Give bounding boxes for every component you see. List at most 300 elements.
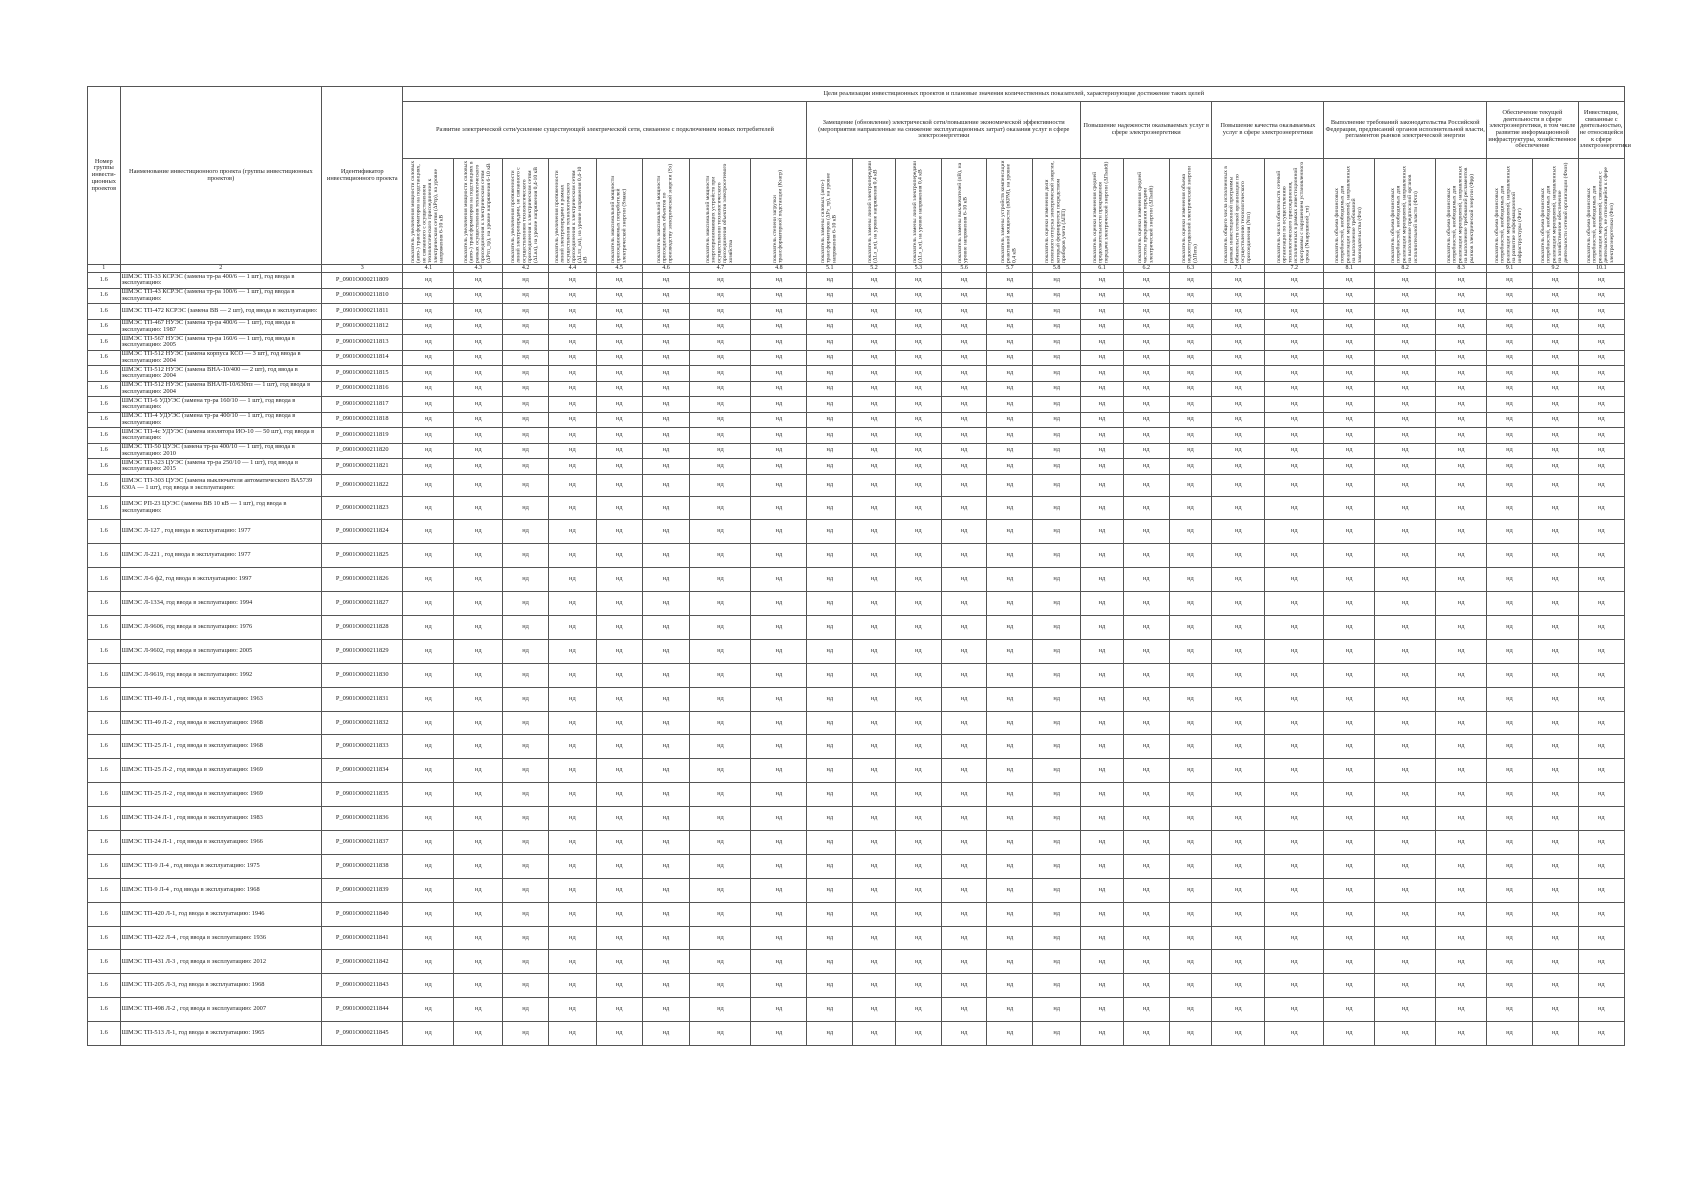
row-indicator-value: нд [1532, 335, 1578, 351]
row-indicator-value: нд [1123, 443, 1169, 459]
row-indicator-value: нд [503, 926, 549, 950]
row-indicator-value: нд [751, 830, 807, 854]
row-indicator-value: нд [1169, 902, 1212, 926]
row-project-id: P_0901О000211814 [322, 350, 403, 366]
row-indicator-value: нд [548, 830, 596, 854]
row-indicator-value: нд [454, 854, 503, 878]
row-indicator-value: нд [1033, 381, 1081, 397]
row-indicator-value: нд [1169, 759, 1212, 783]
row-indicator-value: нд [1324, 950, 1375, 974]
row-project-name: ШМЭС Л-221 , год ввода в эксплуатацию: 1977 [120, 544, 321, 568]
row-indicator-value: нд [454, 902, 503, 926]
row-indicator-value: нд [1169, 592, 1212, 616]
row-indicator-value: нд [751, 998, 807, 1022]
row-indicator-value: нд [690, 902, 751, 926]
table-row [88, 335, 1625, 351]
row-project-id: P_0901О000211843 [322, 974, 403, 998]
row-indicator-value: нд [1033, 288, 1081, 304]
investment-targets-table [87, 86, 1631, 1046]
row-indicator-value: нд [1487, 496, 1533, 520]
row-indicator-value: нд [454, 615, 503, 639]
row-indicator-value: нд [751, 459, 807, 475]
row-indicator-value: нд [1436, 350, 1487, 366]
row-indicator-value: нд [1324, 459, 1375, 475]
row-indicator-value: нд [596, 412, 642, 428]
row-indicator-value: нд [853, 496, 896, 520]
row-indicator-value: нд [895, 474, 941, 496]
row-indicator-value: нд [941, 496, 987, 520]
row-indicator-value: нд [548, 496, 596, 520]
column-number: 6.3 [1169, 265, 1212, 273]
row-indicator-value: нд [941, 520, 987, 544]
row-indicator-value: нд [1487, 759, 1533, 783]
row-indicator-value: нд [1123, 687, 1169, 711]
row-indicator-value: нд [503, 663, 549, 687]
row-indicator-value: нд [1033, 496, 1081, 520]
row-project-name: ШМЭС Л-6 ф2, год ввода в эксплуатацию: 1997 [120, 568, 321, 592]
row-indicator-value: нд [807, 474, 853, 496]
header-indicator-column [1033, 159, 1081, 265]
header-indicator-label: показатель максимальной мощности присоединяемых потребителей электрической энергии (Sмакс) [609, 175, 628, 263]
row-indicator-value: нд [1123, 759, 1169, 783]
header-goal-group: Повышение надежности оказываемых услуг в сфере электроэнергетики [1081, 102, 1212, 159]
row-indicator-value: нд [1123, 1022, 1169, 1046]
row-project-name: ШМЭС ТП-25 Л-1 , год ввода в эксплуатацию: 1968 [120, 735, 321, 759]
header-indicator-column [1123, 159, 1169, 265]
row-project-name: ШМЭС Л-1334, год ввода в эксплуатацию: 1994 [120, 592, 321, 616]
row-indicator-value: нд [807, 854, 853, 878]
row-indicator-value: нд [1169, 474, 1212, 496]
row-indicator-value: нд [1375, 711, 1436, 735]
row-indicator-value: нд [1081, 592, 1124, 616]
row-indicator-value: нд [1436, 711, 1487, 735]
row-indicator-value: нд [1212, 998, 1265, 1022]
row-indicator-value: нд [1033, 974, 1081, 998]
row-indicator-value: нд [1033, 304, 1081, 320]
table-row [88, 428, 1625, 444]
row-indicator-value: нд [503, 397, 549, 413]
row-indicator-value: нд [1375, 783, 1436, 807]
row-indicator-value: нд [1123, 459, 1169, 475]
row-indicator-value: нд [1265, 366, 1324, 382]
table-row [88, 1022, 1625, 1046]
row-indicator-value: нд [941, 381, 987, 397]
row-indicator-value: нд [1265, 711, 1324, 735]
row-indicator-value: нд [503, 711, 549, 735]
row-indicator-value: нд [751, 428, 807, 444]
row-indicator-value: нд [1081, 926, 1124, 950]
row-indicator-value: нд [987, 397, 1033, 413]
row-indicator-value: нд [1375, 319, 1436, 335]
row-indicator-value: нд [987, 735, 1033, 759]
row-indicator-value: нд [403, 759, 454, 783]
row-indicator-value: нд [1375, 615, 1436, 639]
row-indicator-value: нд [1033, 335, 1081, 351]
row-group-number: 1.6 [88, 830, 121, 854]
row-indicator-value: нд [1532, 496, 1578, 520]
row-indicator-value: нд [895, 381, 941, 397]
row-indicator-value: нд [1212, 443, 1265, 459]
row-indicator-value: нд [1324, 615, 1375, 639]
row-indicator-value: нд [690, 615, 751, 639]
row-indicator-value: нд [941, 350, 987, 366]
row-group-number: 1.6 [88, 544, 121, 568]
row-indicator-value: нд [1265, 319, 1324, 335]
row-group-number: 1.6 [88, 615, 121, 639]
row-indicator-value: нд [642, 544, 690, 568]
row-indicator-value: нд [1169, 783, 1212, 807]
row-indicator-value: нд [751, 335, 807, 351]
row-project-name: ШМЭС ТП-513 Л-1, год ввода в эксплуатацию: 1965 [120, 1022, 321, 1046]
header-indicator-column [895, 159, 941, 265]
table-row [88, 366, 1625, 382]
row-indicator-value: нд [1081, 687, 1124, 711]
row-indicator-value: нд [503, 443, 549, 459]
row-indicator-value: нд [1375, 397, 1436, 413]
row-indicator-value: нд [596, 273, 642, 289]
row-indicator-value: нд [751, 687, 807, 711]
row-indicator-value: нд [1033, 950, 1081, 974]
row-project-name: ШМЭС Л-127 , год ввода в эксплуатацию: 1977 [120, 520, 321, 544]
header-indicator-column [1532, 159, 1578, 265]
row-indicator-value: нд [1436, 878, 1487, 902]
row-indicator-value: нд [1169, 459, 1212, 475]
row-project-name: ШМЭС ТП-33 КСРЭС (замена тр-ра 400/6 — 1 шт), год ввода в эксплуатацию: [120, 273, 321, 289]
row-indicator-value: нд [987, 350, 1033, 366]
row-indicator-value: нд [690, 288, 751, 304]
row-indicator-value: нд [1578, 974, 1624, 998]
row-indicator-value: нд [1123, 950, 1169, 974]
row-indicator-value: нд [1436, 592, 1487, 616]
header-indicator-label: показатель оценки изменения средней частоты прекращения передачи электрической энергии (ΔПsaifi) [1136, 171, 1155, 263]
row-indicator-value: нд [1212, 319, 1265, 335]
row-indicator-value: нд [895, 443, 941, 459]
row-indicator-value: нд [642, 974, 690, 998]
column-number: 5.7 [987, 265, 1033, 273]
row-project-name: ШМЭС ТП-4 УДУЭС (замена тр-ра 400/10 — 1 шт), год ввода в эксплуатацию: [120, 412, 321, 428]
row-indicator-value: нд [403, 459, 454, 475]
row-indicator-value: нд [1033, 1022, 1081, 1046]
row-indicator-value: нд [403, 926, 454, 950]
row-indicator-value: нд [503, 783, 549, 807]
row-indicator-value: нд [1324, 592, 1375, 616]
row-indicator-value: нд [596, 544, 642, 568]
row-indicator-value: нд [548, 443, 596, 459]
row-indicator-value: нд [807, 902, 853, 926]
header-indicator-column [807, 159, 853, 265]
row-indicator-value: нд [807, 273, 853, 289]
row-indicator-value: нд [503, 273, 549, 289]
row-project-id: P_0901О000211812 [322, 319, 403, 335]
row-indicator-value: нд [853, 783, 896, 807]
table-row [88, 288, 1625, 304]
row-indicator-value: нд [987, 711, 1033, 735]
row-indicator-value: нд [1169, 273, 1212, 289]
row-indicator-value: нд [1324, 381, 1375, 397]
row-indicator-value: нд [1532, 474, 1578, 496]
row-indicator-value: нд [1123, 366, 1169, 382]
row-indicator-value: нд [1123, 319, 1169, 335]
row-project-id: P_0901О000211820 [322, 443, 403, 459]
row-indicator-value: нд [548, 273, 596, 289]
row-indicator-value: нд [690, 687, 751, 711]
row-indicator-value: нд [751, 381, 807, 397]
row-indicator-value: нд [1081, 474, 1124, 496]
row-indicator-value: нд [1081, 998, 1124, 1022]
row-indicator-value: нд [1212, 428, 1265, 444]
row-indicator-value: нд [690, 663, 751, 687]
header-indicator-label: показатель замены силовых (авто-) трансформаторов (ΔPз_тр), на уровне напряжения 6-10 кВ [820, 172, 838, 263]
row-indicator-value: нд [1375, 412, 1436, 428]
row-indicator-value: нд [1169, 854, 1212, 878]
row-indicator-value: нд [548, 926, 596, 950]
row-indicator-value: нд [690, 443, 751, 459]
row-indicator-value: нд [751, 520, 807, 544]
row-indicator-value: нд [895, 496, 941, 520]
row-indicator-value: нд [853, 926, 896, 950]
row-indicator-value: нд [503, 496, 549, 520]
row-indicator-value: нд [1033, 735, 1081, 759]
row-indicator-value: нд [895, 568, 941, 592]
row-indicator-value: нд [853, 412, 896, 428]
row-group-number: 1.6 [88, 520, 121, 544]
row-indicator-value: нд [596, 381, 642, 397]
row-indicator-value: нд [1265, 335, 1324, 351]
row-indicator-value: нд [853, 974, 896, 998]
row-indicator-value: нд [642, 520, 690, 544]
row-indicator-value: нд [1265, 759, 1324, 783]
row-indicator-value: нд [895, 350, 941, 366]
row-indicator-value: нд [1532, 663, 1578, 687]
row-indicator-value: нд [1436, 397, 1487, 413]
row-indicator-value: нд [895, 397, 941, 413]
row-indicator-value: нд [941, 759, 987, 783]
row-indicator-value: нд [987, 412, 1033, 428]
row-indicator-value: нд [1578, 335, 1624, 351]
row-indicator-value: нд [751, 807, 807, 831]
table-row [88, 592, 1625, 616]
header-indicator-column [1169, 159, 1212, 265]
column-number: 8.2 [1375, 265, 1436, 273]
row-indicator-value: нд [596, 443, 642, 459]
row-indicator-value: нд [1081, 304, 1124, 320]
row-indicator-value: нд [751, 304, 807, 320]
row-indicator-value: нд [1375, 854, 1436, 878]
row-indicator-value: нд [1578, 830, 1624, 854]
row-indicator-value: нд [596, 830, 642, 854]
row-indicator-value: нд [548, 366, 596, 382]
row-indicator-value: нд [690, 459, 751, 475]
row-indicator-value: нд [548, 397, 596, 413]
row-project-name: ШМЭС ТП-43 КСРЭС (замена тр-ра 100/6 — 1 шт), год ввода в эксплуатацию: [120, 288, 321, 304]
row-indicator-value: нд [690, 568, 751, 592]
row-indicator-value: нд [1081, 428, 1124, 444]
row-indicator-value: нд [596, 568, 642, 592]
row-project-name: ШМЭС ТП-323 ЦУЭС (замена тр-ра 250/10 — 1 шт), год ввода в эксплуатацию: 2015 [120, 459, 321, 475]
row-indicator-value: нд [403, 950, 454, 974]
row-group-number: 1.6 [88, 568, 121, 592]
row-indicator-value: нд [1033, 443, 1081, 459]
row-indicator-value: нд [503, 807, 549, 831]
row-indicator-value: нд [1487, 459, 1533, 475]
row-indicator-value: нд [1324, 735, 1375, 759]
row-indicator-value: нд [1487, 428, 1533, 444]
row-group-number: 1.6 [88, 474, 121, 496]
row-indicator-value: нд [987, 335, 1033, 351]
row-indicator-value: нд [1033, 350, 1081, 366]
row-indicator-value: нд [1123, 878, 1169, 902]
row-indicator-value: нд [1487, 974, 1533, 998]
row-indicator-value: нд [690, 335, 751, 351]
row-indicator-value: нд [853, 711, 896, 735]
row-project-id: P_0901О000211819 [322, 428, 403, 444]
header-indicator-label: показатель увеличения протяженности линий электропередачи в рамках осуществления технологического присоединения к электрическим сетям (ΔLтп_вл), на уровне напряжения 0,4-10 кВ [554, 166, 589, 263]
row-indicator-value: нд [807, 496, 853, 520]
row-indicator-value: нд [503, 592, 549, 616]
row-indicator-value: нд [596, 998, 642, 1022]
row-indicator-value: нд [941, 950, 987, 974]
row-indicator-value: нд [642, 711, 690, 735]
table-row [88, 783, 1625, 807]
row-indicator-value: нд [1578, 381, 1624, 397]
row-indicator-value: нд [987, 273, 1033, 289]
row-indicator-value: нд [503, 520, 549, 544]
row-indicator-value: нд [1324, 1022, 1375, 1046]
row-indicator-value: нд [503, 974, 549, 998]
row-indicator-value: нд [751, 496, 807, 520]
row-indicator-value: нд [454, 381, 503, 397]
row-indicator-value: нд [596, 366, 642, 382]
row-indicator-value: нд [1578, 288, 1624, 304]
row-indicator-value: нд [1324, 397, 1375, 413]
row-indicator-value: нд [807, 397, 853, 413]
header-indicator-column [1081, 159, 1124, 265]
row-indicator-value: нд [1578, 350, 1624, 366]
row-indicator-value: нд [1532, 350, 1578, 366]
header-indicator-column [454, 159, 503, 265]
table-row [88, 397, 1625, 413]
row-indicator-value: нд [403, 878, 454, 902]
row-group-number: 1.6 [88, 807, 121, 831]
row-project-name: ШМЭС ТП-24 Л-1 , год ввода в эксплуатацию: 1983 [120, 807, 321, 831]
row-indicator-value: нд [751, 974, 807, 998]
row-indicator-value: нд [1265, 459, 1324, 475]
row-indicator-value: нд [1436, 288, 1487, 304]
row-indicator-value: нд [1081, 397, 1124, 413]
row-indicator-value: нд [1532, 926, 1578, 950]
row-indicator-value: нд [548, 288, 596, 304]
row-indicator-value: нд [751, 926, 807, 950]
row-indicator-value: нд [596, 335, 642, 351]
row-indicator-value: нд [454, 428, 503, 444]
column-number: 4.8 [751, 265, 807, 273]
row-indicator-value: нд [1123, 350, 1169, 366]
header-indicator-label: показатель оценки изменения объема недоотпущенной электрической энергии (ΔПens) [1180, 166, 1199, 263]
row-indicator-value: нд [1324, 830, 1375, 854]
row-indicator-value: нд [1212, 687, 1265, 711]
row-indicator-value: нд [1265, 304, 1324, 320]
row-indicator-value: нд [751, 412, 807, 428]
row-group-number: 1.6 [88, 878, 121, 902]
row-indicator-value: нд [1033, 639, 1081, 663]
row-indicator-value: нд [503, 687, 549, 711]
row-indicator-value: нд [941, 319, 987, 335]
row-indicator-value: нд [403, 381, 454, 397]
row-indicator-value: нд [1436, 615, 1487, 639]
header-indicator-column [1578, 159, 1624, 265]
row-indicator-value: нд [1169, 878, 1212, 902]
header-indicator-label: показатель объема финансовых потребностей, необходимых для реализации мероприятий, направленных на выполнение требований законодательства (Фзп) [1333, 166, 1363, 263]
row-indicator-value: нд [1169, 735, 1212, 759]
row-indicator-value: нд [1375, 544, 1436, 568]
row-indicator-value: нд [403, 397, 454, 413]
row-indicator-value: нд [503, 830, 549, 854]
row-indicator-value: нд [548, 687, 596, 711]
row-indicator-value: нд [642, 663, 690, 687]
row-project-name: ШМЭС ТП-303 ЦУЭС (замена выключателя автоматического ВА5739 630А — 1 шт), год ввода в эксплуатацию: [120, 474, 321, 496]
row-indicator-value: нд [1265, 663, 1324, 687]
row-indicator-value: нд [1081, 412, 1124, 428]
row-indicator-value: нд [1169, 830, 1212, 854]
row-indicator-value: нд [548, 319, 596, 335]
row-indicator-value: нд [503, 366, 549, 382]
column-number: 9.1 [1487, 265, 1533, 273]
row-indicator-value: нд [895, 663, 941, 687]
row-indicator-value: нд [454, 639, 503, 663]
row-project-name: ШМЭС ТП-498 Л-2 , год ввода в эксплуатацию: 2007 [120, 998, 321, 1022]
row-indicator-value: нд [941, 459, 987, 475]
header-goal-group: Развитие электрической сети/усиление существующей электрической сети, связанное с подключением новых потребителей [403, 102, 807, 159]
row-indicator-value: нд [1487, 335, 1533, 351]
row-group-number: 1.6 [88, 288, 121, 304]
row-indicator-value: нд [403, 273, 454, 289]
row-group-number: 1.6 [88, 902, 121, 926]
row-indicator-value: нд [642, 288, 690, 304]
row-indicator-value: нд [1578, 902, 1624, 926]
row-indicator-value: нд [503, 735, 549, 759]
row-indicator-value: нд [403, 615, 454, 639]
row-indicator-value: нд [1212, 950, 1265, 974]
row-indicator-value: нд [1578, 854, 1624, 878]
row-indicator-value: нд [1487, 568, 1533, 592]
row-indicator-value: нд [751, 950, 807, 974]
row-indicator-value: нд [1532, 639, 1578, 663]
row-indicator-value: нд [941, 397, 987, 413]
row-indicator-value: нд [596, 639, 642, 663]
row-indicator-value: нд [1081, 639, 1124, 663]
row-indicator-value: нд [807, 711, 853, 735]
row-indicator-value: нд [987, 854, 1033, 878]
column-number: 5.6 [941, 265, 987, 273]
row-indicator-value: нд [853, 443, 896, 459]
table-row [88, 926, 1625, 950]
row-indicator-value: нд [941, 1022, 987, 1046]
header-indicator-label: показатель максимальной мощности присоединяемых объектов по производству электрической энергии (Sэ) [656, 163, 674, 263]
row-indicator-value: нд [807, 335, 853, 351]
investment-targets-document [87, 86, 1631, 1120]
column-number: 2 [120, 265, 321, 273]
row-indicator-value: нд [1212, 397, 1265, 413]
row-indicator-value: нд [1212, 926, 1265, 950]
row-indicator-value: нд [1578, 544, 1624, 568]
row-indicator-value: нд [1578, 428, 1624, 444]
row-indicator-value: нд [1123, 412, 1169, 428]
row-indicator-value: нд [1169, 1022, 1212, 1046]
row-indicator-value: нд [690, 412, 751, 428]
row-indicator-value: нд [1123, 902, 1169, 926]
row-indicator-value: нд [1033, 397, 1081, 413]
row-group-number: 1.6 [88, 335, 121, 351]
